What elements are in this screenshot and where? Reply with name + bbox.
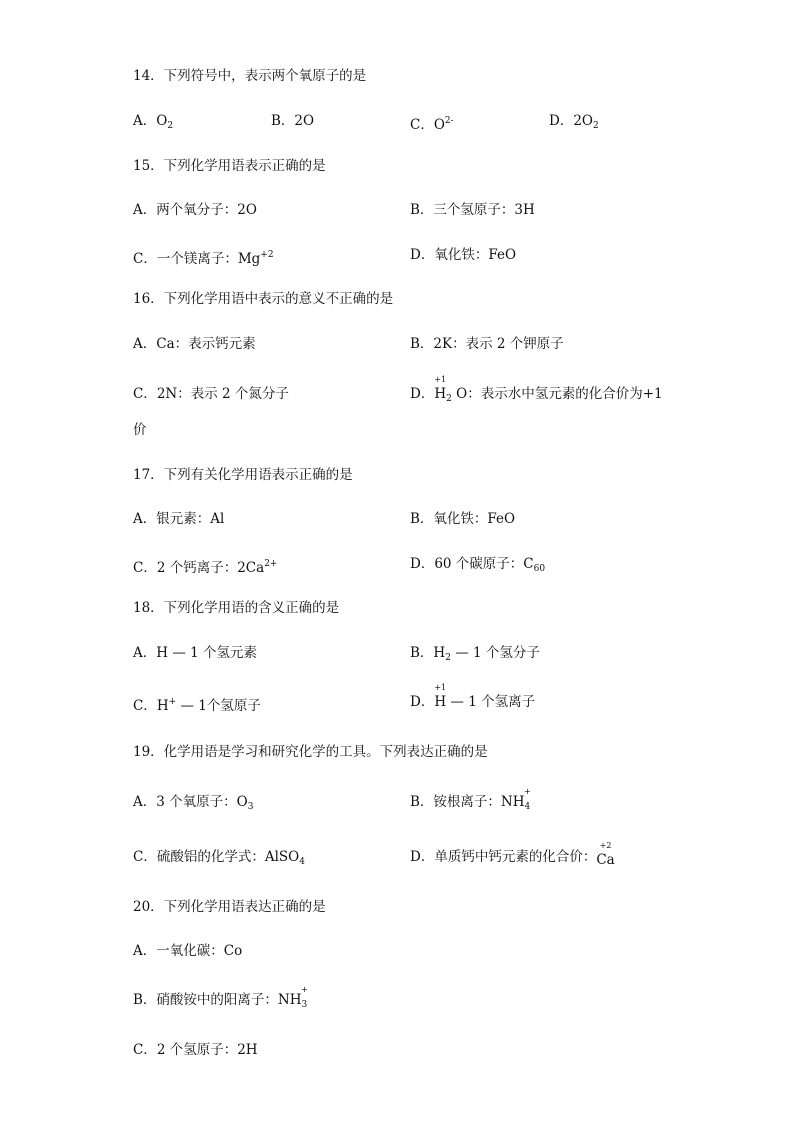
q20-option-b[interactable]: B．硝酸铵中的阳离子：NH + $_3$: [133, 991, 307, 1014]
q15-option-a[interactable]: A．两个氧分子：2O: [133, 202, 257, 218]
q14-option-a[interactable]: A．$O_2$: [133, 113, 174, 131]
q17-option-c[interactable]: C．2 个钙离子：$2Ca^{2+}$: [133, 559, 278, 576]
q14-option-d[interactable]: D．$2O_2$: [549, 113, 599, 131]
q19-option-a[interactable]: A．3 个氧原子：$O_3$: [133, 794, 254, 812]
q14-stem: 14．下列符号中，表示两个氧原子的是: [133, 68, 367, 84]
q20-option-a[interactable]: A．一氧化碳：Co: [133, 943, 243, 959]
q19-option-d[interactable]: D．单质钙中钙元素的化合价： +2 Ca: [410, 841, 615, 868]
q15-stem: 15．下列化学用语表示正确的是: [133, 158, 326, 174]
q16-option-d[interactable]: D． +1 $H_2$ O：表示水中氢元素的化合价为+1: [410, 375, 663, 404]
q20-stem: 20．下列化学用语表达正确的是: [133, 899, 326, 915]
q16-option-b[interactable]: B．2K：表示 2 个钾原子: [410, 336, 564, 352]
q15-option-d[interactable]: D．氧化铁：FeO: [410, 247, 517, 263]
q19-option-c[interactable]: C．硫酸铝的化学式：AlSO$_4$: [133, 849, 305, 867]
q15-option-c[interactable]: C．一个镁离子：$Mg^{+2}$: [133, 250, 274, 267]
q18-option-b[interactable]: B．$H_2$ — 1 个氢分子: [410, 645, 540, 663]
q19-stem: 19．化学用语是学习和研究化学的工具。下列表达正确的是: [133, 744, 488, 760]
q16-option-d-wrap: 价: [133, 422, 147, 438]
q17-option-d[interactable]: D．60 个碳原子：$C_{60}$: [410, 556, 546, 574]
q18-option-a[interactable]: A．H — 1 个氢元素: [133, 645, 257, 661]
q18-option-d[interactable]: D． +1 H — 1 个氢离子: [410, 683, 536, 710]
q19-option-b[interactable]: B．铵根离子：NH + $_4$: [410, 793, 530, 816]
q16-option-a[interactable]: A．Ca：表示钙元素: [133, 336, 256, 352]
h-valence-formula: +1 H: [434, 375, 447, 402]
q14-option-b[interactable]: B．2O: [271, 113, 315, 129]
q16-option-c[interactable]: C．2N：表示 2 个氮分子: [133, 386, 289, 402]
q17-option-a[interactable]: A．银元素：Al: [133, 511, 225, 527]
q18-option-c[interactable]: C．H+ — 1个氢原子: [133, 697, 261, 714]
q14-option-c[interactable]: C．$O^{2-}$: [410, 116, 454, 133]
q16-stem: 16．下列化学用语中表示的意义不正确的是: [133, 291, 394, 307]
q18-stem: 18．下列化学用语的含义正确的是: [133, 600, 340, 616]
q17-option-b[interactable]: B．氧化铁：FeO: [410, 511, 516, 527]
q15-option-b[interactable]: B．三个氢原子：3H: [410, 202, 535, 218]
q17-stem: 17．下列有关化学用语表示正确的是: [133, 467, 353, 483]
ion-charge: + $_3$: [301, 985, 308, 1010]
q20-option-c[interactable]: C．2 个氢原子：2H: [133, 1042, 258, 1058]
h-valence-symbol: +1 H: [434, 683, 447, 710]
ion-charge: + $_4$: [524, 787, 531, 812]
ca-valence-symbol: +2 Ca: [596, 841, 615, 868]
